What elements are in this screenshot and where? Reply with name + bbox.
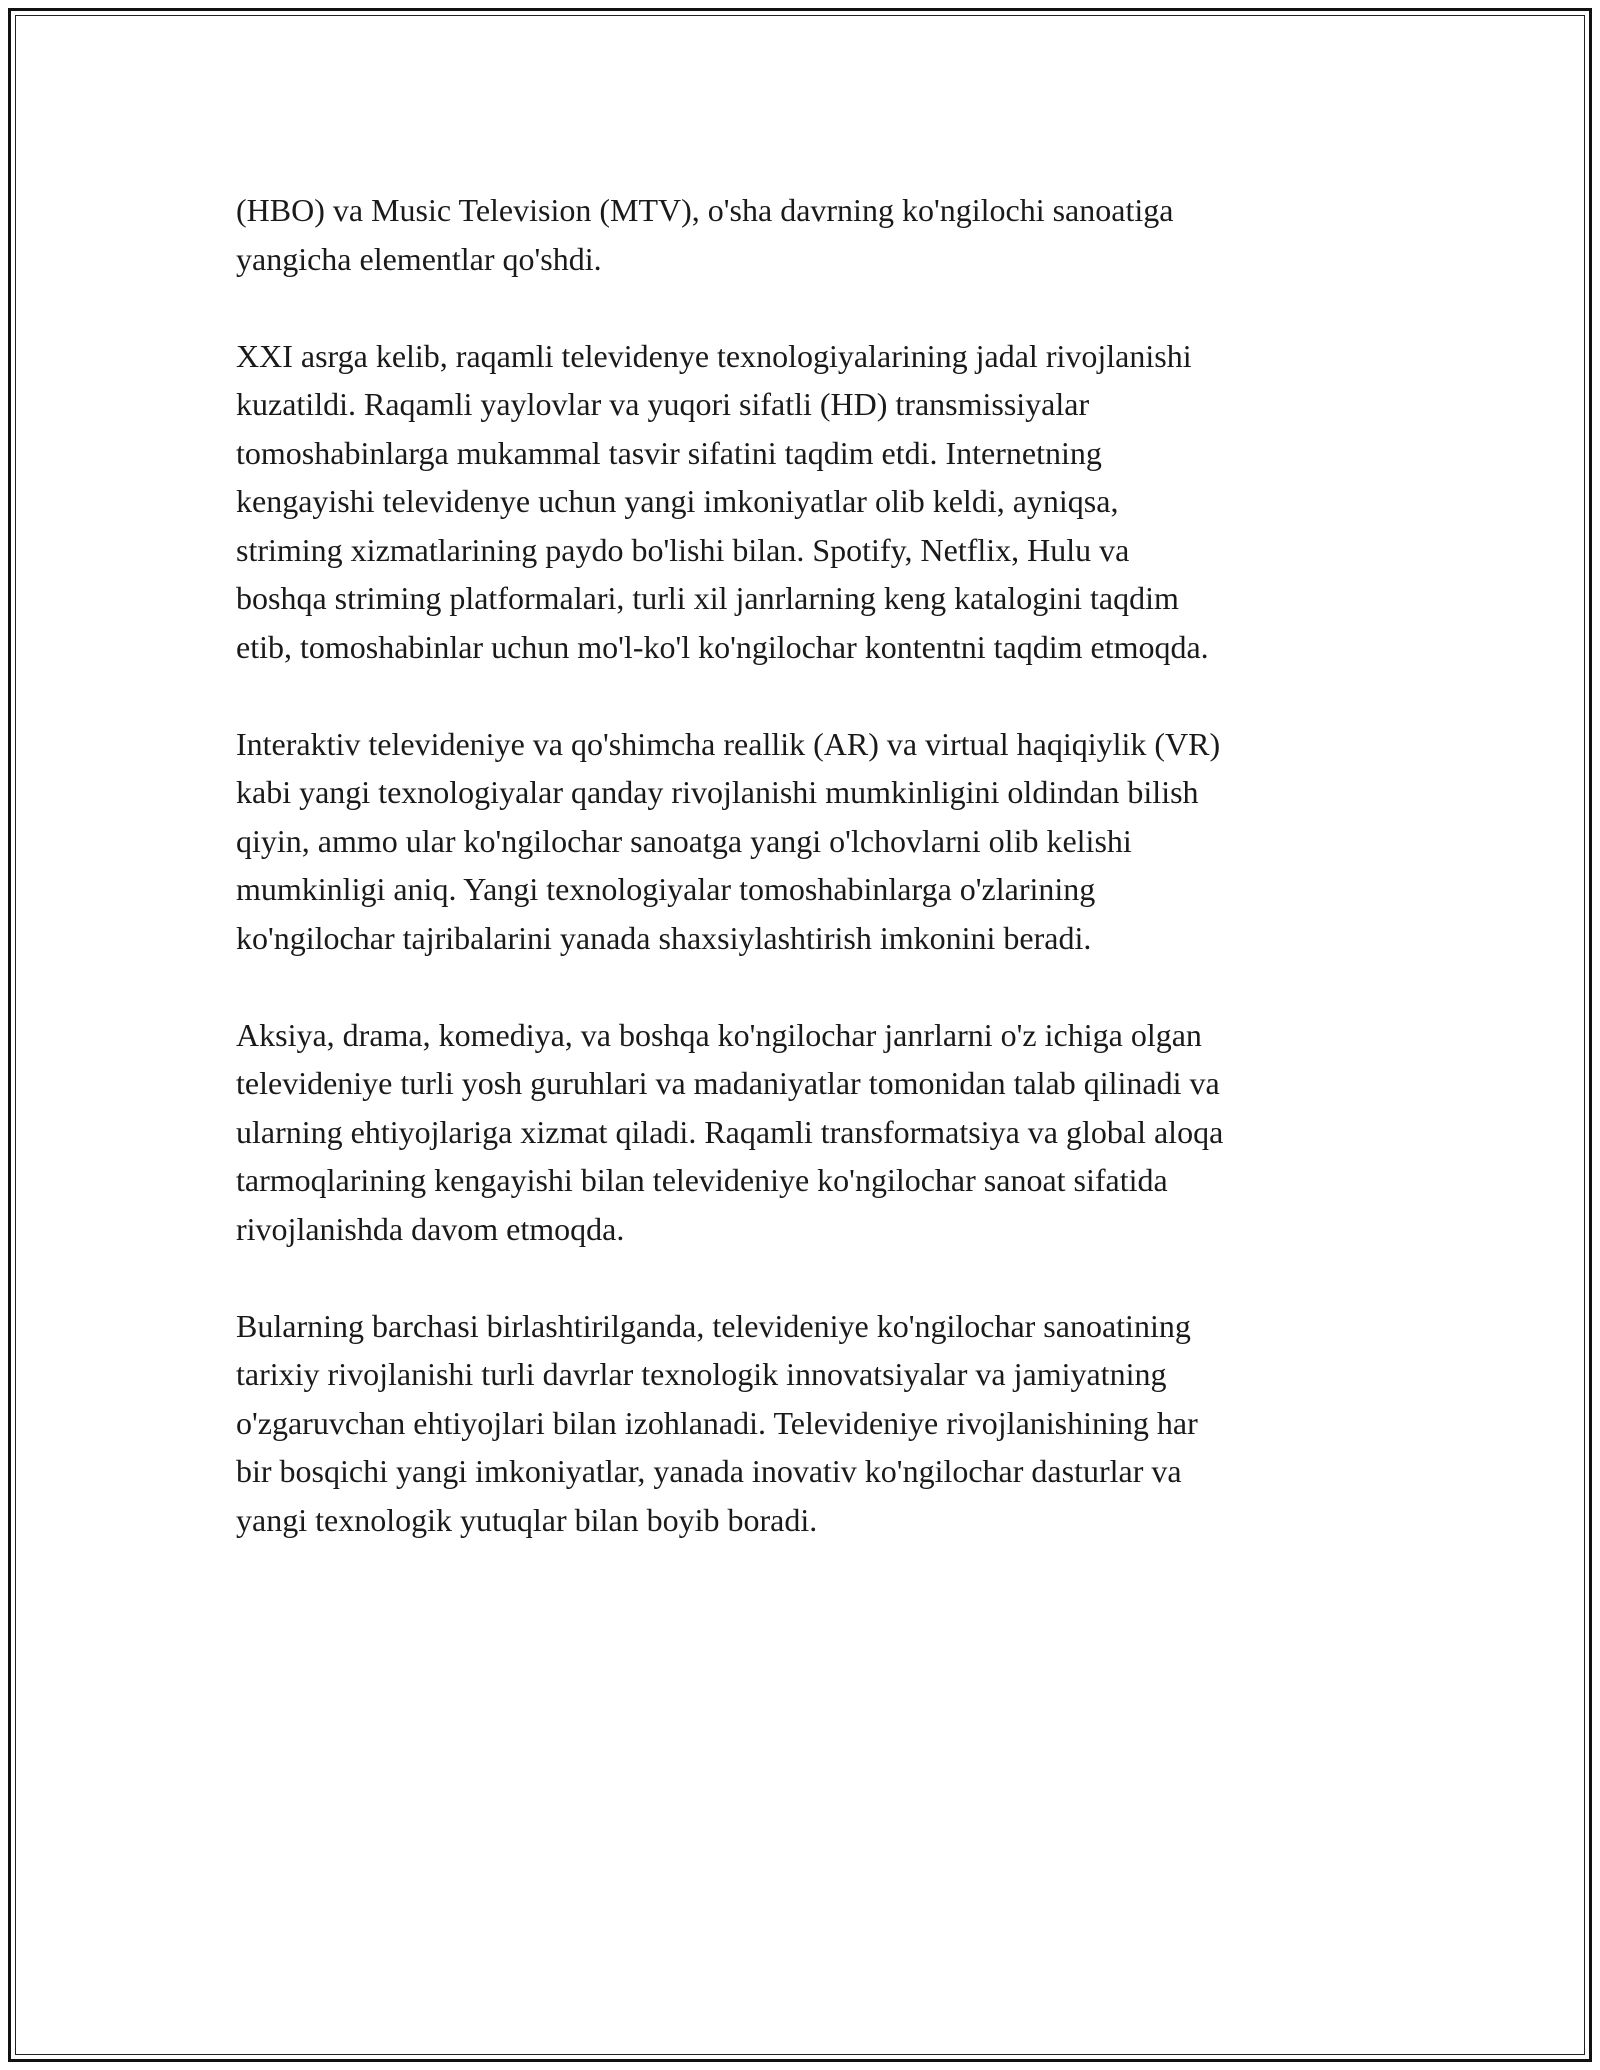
paragraph-1: (HBO) va Music Television (MTV), o'sha davrning ko'ngilochi sanoatiga yangicha elementlar qo'shdi. <box>236 192 1174 277</box>
document-body <box>236 186 1376 1593</box>
paragraph-5: Bularning barchasi birlashtirilganda, televideniye ko'ngilochar sanoatining tarixiy rivojlanishi turli davrlar texnologik innovatsiyalar va jamiyatning o'zgaruvchan ehtiyojlari bilan izohlanadi. Televideniye rivojlanishining har bir bosqichi yangi imkoniyatlar, yanada inovativ ko'ngilochar dasturlar va yangi texnologik yutuqlar bilan boyib boradi. <box>236 1307 1198 1538</box>
paragraph-4: Aksiya, drama, komediya, va boshqa ko'ngilochar janrlarni o'z ichiga olgan televideniye turli yosh guruhlari va madaniyatlar tomonidan talab qilinadi va ularning ehtiyojlariga xizmat qiladi. Raqamli transformatsiya va global aloqa tarmoqlarining kengayishi bilan televideniye ko'ngilochar sanoat sifatida rivojlanishda davom etmoqda. <box>236 1016 1224 1247</box>
paragraph-2: XXI asrga kelib, raqamli televidenye texnologiyalarining jadal rivojlanishi kuzatildi. Raqamli yaylovlar va yuqori sifatli (HD) transmissiyalar tomoshabinlarga mukammal tasvir sifatini taqdim etdi. Internetning kengayishi televidenye uchun yangi imkoniyatlar olib keldi, ayniqsa, striming xizmatlarining paydo bo'lishi bilan. Spotify, Netflix, Hulu va boshqa striming platformalari, turli xil janrlarning keng katalogini taqdim etib, tomoshabinlar uchun mo'l-ko'l ko'ngilochar kontentni taqdim etmoqda. <box>236 337 1209 665</box>
paragraph-3: Interaktiv televideniye va qo'shimcha reallik (AR) va virtual haqiqiylik (VR) kabi yangi texnologiyalar qanday rivojlanishi mumkinligini oldindan bilish qiyin, ammo ular ko'ngilochar sanoatga yangi o'lchovlarni olib kelishi mumkinligi aniq. Yangi texnologiyalar tomoshabinlarga o'zlarining ko'ngilochar tajribalarini yanada shaxsiylashtirish imkonini beradi. <box>236 725 1221 956</box>
